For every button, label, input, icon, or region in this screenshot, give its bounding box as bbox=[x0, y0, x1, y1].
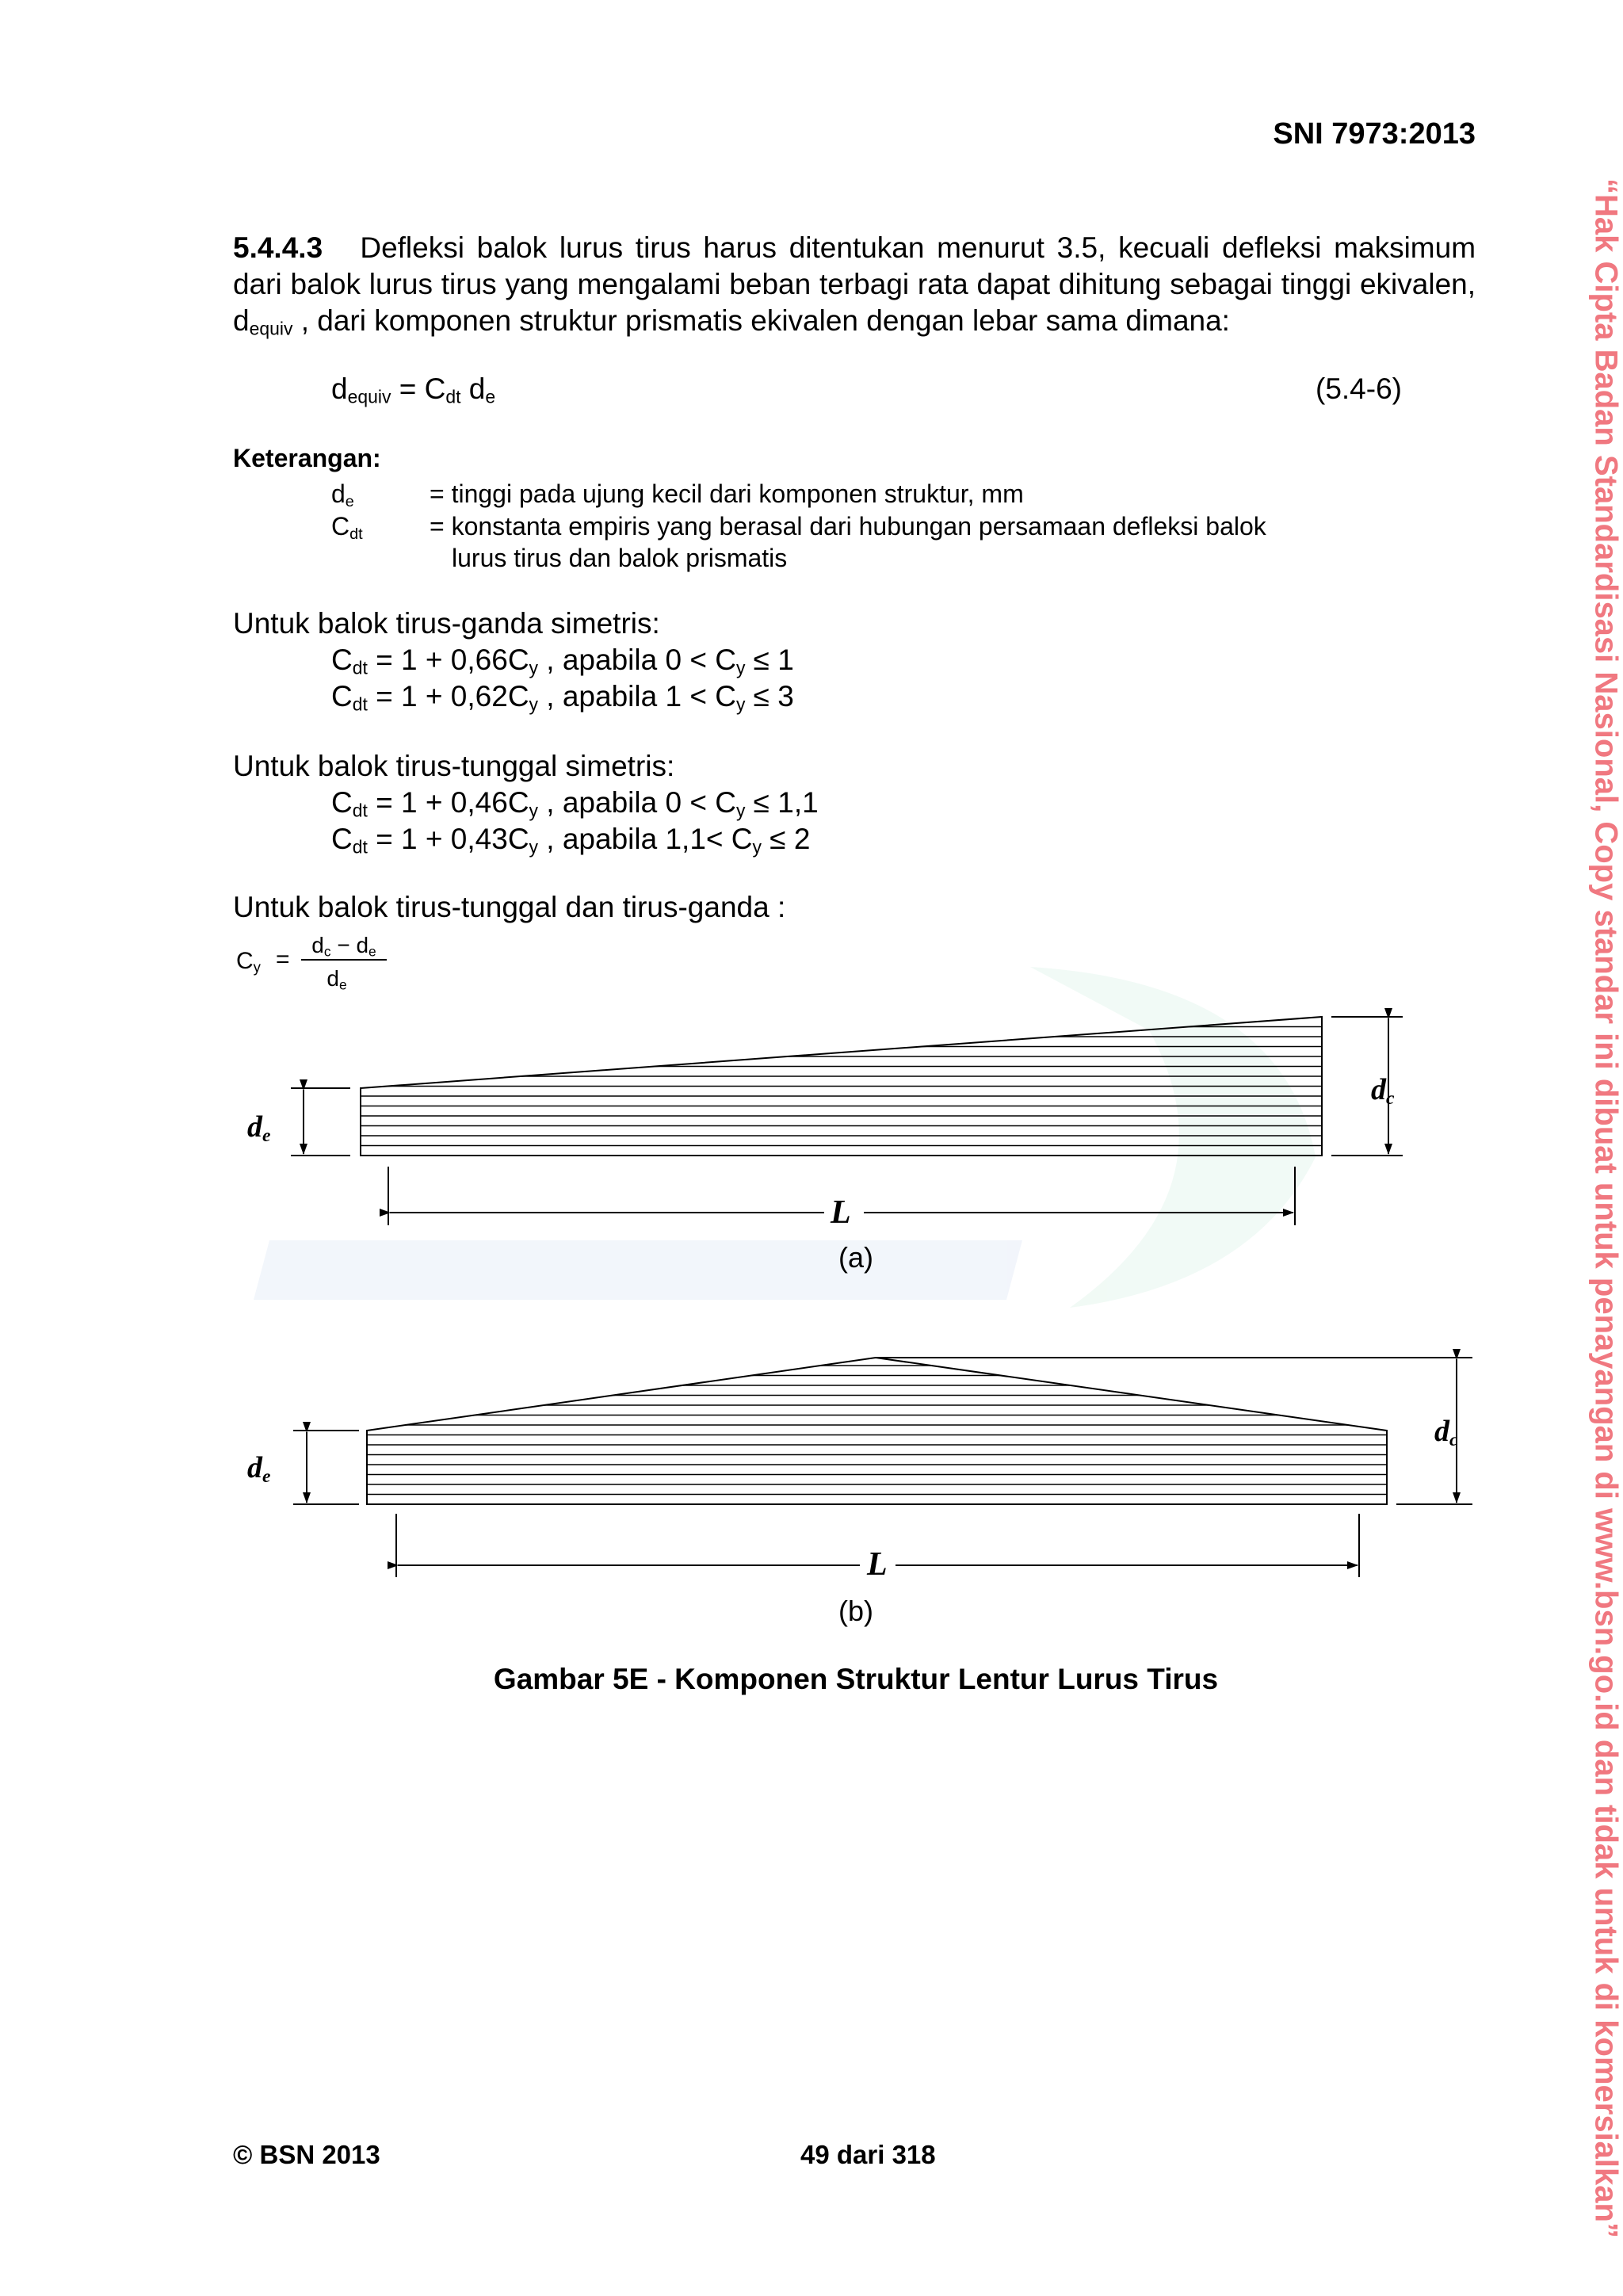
fig-b-caption: (b) bbox=[838, 1595, 873, 1627]
single-taper-line-1: $C_{dt} = 1 + 0,46C_y$ , apabila $0 < C_y \le 1,1$ bbox=[331, 786, 819, 821]
eq-lhs-sub: equiv bbox=[347, 386, 391, 407]
keterangan-desc-de: = tinggi pada ujung kecil dari komponen struktur, mm bbox=[430, 479, 1024, 508]
eq-lhs: d bbox=[331, 372, 348, 405]
eq-rhs: d bbox=[460, 372, 486, 405]
footer-copyright: © BSN 2013 bbox=[233, 2140, 380, 2169]
document-id: SNI 7973:2013 bbox=[1273, 117, 1476, 151]
section-text: Defleksi balok lurus tirus harus ditentukan menurut 3.5, kecuali defleksi maksimum dari balok lurus tirus yang mengalami beban terbagi rata dapat dihitung sebagai tinggi ekivalen, d bbox=[233, 231, 1476, 337]
fig-b-label-length: L bbox=[867, 1546, 888, 1583]
keterangan-desc-cdt-cont: lurus tirus dan balok prismatis bbox=[452, 544, 788, 572]
copyright-watermark: “Hak Cipta Badan Standardisasi Nasional, Copy standar ini dibuat untuk penayangan di www.bsn.go.id dan tidak untuk di komersialkan” bbox=[1588, 178, 1623, 2238]
equation-number: (5.4-6) bbox=[1316, 372, 1402, 405]
fraction-lhs: $C_y$ bbox=[236, 948, 261, 976]
single-taper-heading: Untuk balok tirus-tunggal simetris: bbox=[233, 750, 675, 782]
fraction-equals: = bbox=[276, 946, 290, 972]
keterangan-desc-cdt: = konstanta empiris yang berasal dari hubungan persamaan defleksi balok bbox=[430, 512, 1266, 541]
fraction-numerator: $d_c - d_e$ bbox=[301, 932, 387, 961]
fig-a-label-length: L bbox=[831, 1194, 851, 1231]
fig-b-label-dc: $d_c$ bbox=[1434, 1415, 1458, 1450]
both-taper-heading: Untuk balok tirus-tunggal dan tirus-ganda : bbox=[233, 891, 786, 923]
eq-mid: = C bbox=[391, 372, 446, 405]
section-text-end: , dari komponen struktur prismatis ekivalen dengan lebar sama dimana: bbox=[292, 304, 1230, 337]
eq-rhs-sub: e bbox=[485, 386, 496, 407]
fig-b-label-de: $d_e$ bbox=[247, 1451, 271, 1487]
double-taper-heading: Untuk balok tirus-ganda simetris: bbox=[233, 607, 660, 640]
fig-a-label-de: $d_e$ bbox=[247, 1110, 271, 1146]
fig-a-label-dc: $d_c$ bbox=[1371, 1073, 1395, 1109]
footer-page-number: 49 dari 318 bbox=[800, 2140, 936, 2169]
equiv-subscript: equiv bbox=[249, 318, 293, 339]
eq-c-sub: dt bbox=[445, 386, 461, 407]
figure-title: Gambar 5E - Komponen Struktur Lentur Lurus Tirus bbox=[493, 1663, 1219, 1695]
fraction-denominator: $d_e$ bbox=[327, 966, 347, 993]
double-taper-line-1: $C_{dt} = 1 + 0,66C_y$ , apabila $0 < C_y \le 1$ bbox=[331, 644, 794, 678]
section-number: 5.4.4.3 bbox=[233, 231, 323, 264]
figure-b-beam bbox=[367, 1358, 1387, 1504]
double-taper-line-2: $C_{dt} = 1 + 0,62C_y$ , apabila $1 < C_y \le 3$ bbox=[331, 680, 794, 715]
single-taper-line-2: $C_{dt} = 1 + 0,43C_y$ , apabila $1,1< C_y \le 2$ bbox=[331, 823, 811, 858]
keterangan-heading: Keterangan: bbox=[233, 444, 381, 472]
fig-a-caption: (a) bbox=[838, 1241, 873, 1274]
figure-b-dims bbox=[293, 1358, 1472, 1577]
keterangan-symbol-cdt: $C_{dt}$ bbox=[331, 512, 363, 543]
keterangan-symbol-de: $d_e$ bbox=[331, 479, 354, 510]
